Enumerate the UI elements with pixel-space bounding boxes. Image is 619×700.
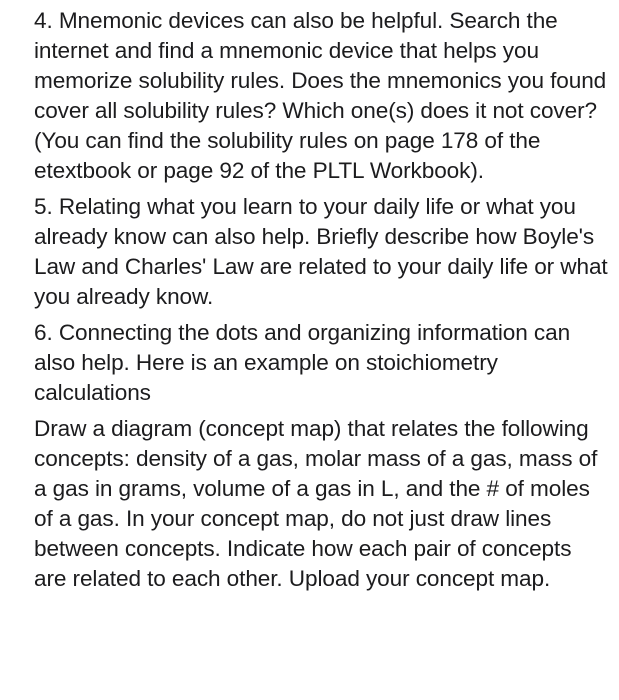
document-body [34,6,609,594]
question-4-text: 4. Mnemonic devices can also be helpful. Search the internet and find a mnemonic device that helps you memorize solubility rules. Does the mnemonics you found cover all solubility rules? Which one(s) does it not cover? (You can find the solubility rules on page 178 of the etextbook or page 92 of the PLTL Workbook). [34,8,607,183]
question-5-text: 5. Relating what you learn to your daily life or what you already know can also help. Briefly describe how Boyle's Law and Charles' Law are related to your daily life or what you already know. [34,194,608,309]
question-6-text: 6. Connecting the dots and organizing information can also help. Here is an example on stoichiometry calculations [34,320,571,405]
concept-map-instructions: Draw a diagram (concept map) that relates the following concepts: density of a gas, molar mass of a gas, mass of a gas in grams, volume of a gas in L, and the # of moles of a gas. In your concept map, do not just draw lines between concepts. Indicate how each pair of concepts are related to each other. Upload your concept map. [34,416,598,591]
